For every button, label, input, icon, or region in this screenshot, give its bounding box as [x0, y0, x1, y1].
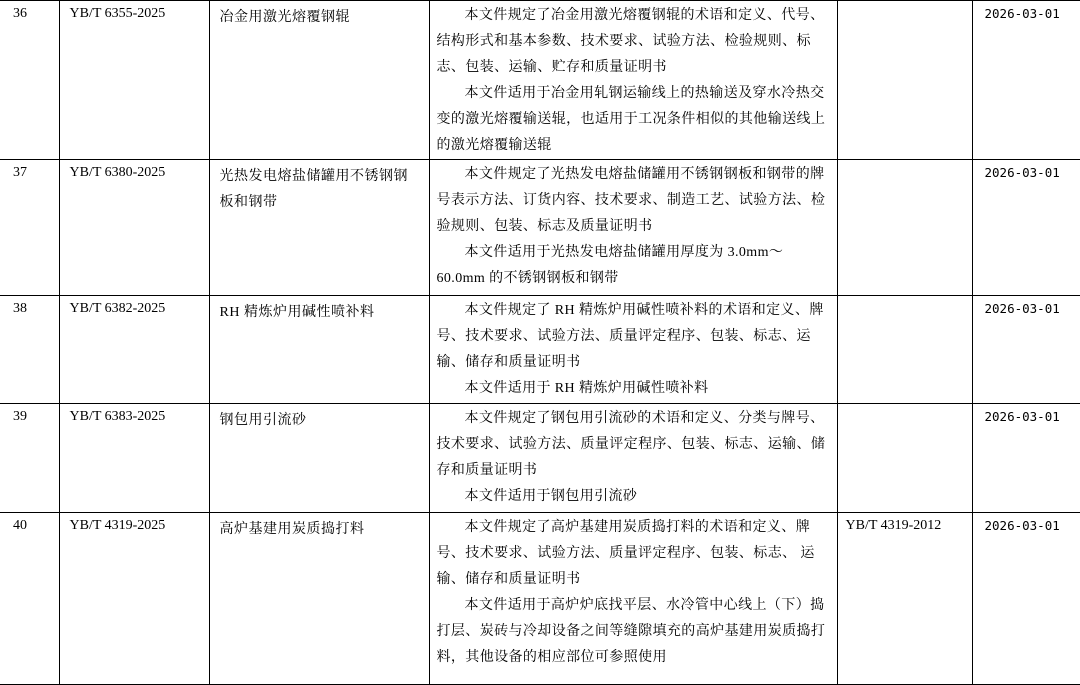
standard-code: YB/T 6382-2025 — [59, 296, 209, 404]
scope-paragraph: 本文件适用于钢包用引流砂 — [464, 489, 638, 504]
scope-paragraph: 本文件适用于冶金用轧钢运输线上的热输送及穿水冷热交变的激光熔覆输送辊，也适用于工况条件相似的其他输送线上的激光熔覆输送辊 — [436, 86, 826, 153]
row-number: 36 — [0, 1, 59, 160]
standard-name: 光热发电熔盐储罐用不锈钢钢板和钢带 — [209, 160, 429, 296]
scope-paragraph: 本文件规定了光热发电熔盐储罐用不锈钢钢板和钢带的牌号表示方法、订货内容、技术要求、制造工艺、试验方法、检验规则、包装、标志及质量证明书 — [436, 167, 826, 234]
standard-name: RH 精炼炉用碱性喷补料 — [209, 296, 429, 404]
effective-date: 2026-03-01 — [972, 513, 1080, 685]
row-number: 40 — [0, 513, 59, 685]
row-number: 39 — [0, 404, 59, 513]
scope-paragraph: 本文件规定了钢包用引流砂的术语和定义、分类与牌号、技术要求、试验方法、质量评定程序、包装、标志、运输、储存和质量证明书 — [436, 411, 826, 478]
table-row-37 — [0, 160, 1080, 296]
replaced-standard — [837, 160, 972, 296]
table-row-36 — [0, 1, 1080, 160]
standard-name: 高炉基建用炭质捣打料 — [209, 513, 429, 685]
standard-scope — [429, 160, 837, 296]
table-row-39 — [0, 404, 1080, 513]
scope-paragraph: 本文件规定了冶金用激光熔覆钢辊的术语和定义、代号、结构形式和基本参数、技术要求、试验方法、检验规则、标志、包装、运输、贮存和质量证明书 — [436, 8, 825, 75]
table-row-40 — [0, 513, 1080, 685]
table-row-38 — [0, 296, 1080, 404]
standard-code: YB/T 6383-2025 — [59, 404, 209, 513]
standard-name: 冶金用激光熔覆钢辊 — [209, 1, 429, 160]
standard-scope — [429, 404, 837, 513]
standard-scope — [429, 296, 837, 404]
standard-code: YB/T 6380-2025 — [59, 160, 209, 296]
replaced-standard — [837, 1, 972, 160]
standard-name: 钢包用引流砂 — [209, 404, 429, 513]
standard-scope — [429, 513, 837, 685]
effective-date: 2026-03-01 — [972, 160, 1080, 296]
standard-code: YB/T 6355-2025 — [59, 1, 209, 160]
standard-code: YB/T 4319-2025 — [59, 513, 209, 685]
effective-date: 2026-03-01 — [972, 404, 1080, 513]
scope-paragraph: 本文件规定了 RH 精炼炉用碱性喷补料的术语和定义、牌号、技术要求、试验方法、质量评定程序、包装、标志、运输、储存和质量证明书 — [436, 303, 824, 370]
scope-paragraph: 本文件适用于 RH 精炼炉用碱性喷补料 — [464, 381, 709, 396]
row-number: 38 — [0, 296, 59, 404]
replaced-standard — [837, 404, 972, 513]
scope-paragraph: 本文件规定了高炉基建用炭质捣打料的术语和定义、牌号、技术要求、试验方法、质量评定程序、包装、标志、 运输、储存和质量证明书 — [436, 520, 815, 587]
standard-scope — [429, 1, 837, 160]
replaced-standard: YB/T 4319-2012 — [837, 513, 972, 685]
row-number: 37 — [0, 160, 59, 296]
effective-date: 2026-03-01 — [972, 296, 1080, 404]
scope-paragraph: 本文件适用于光热发电熔盐储罐用厚度为 3.0mm～60.0mm 的不锈钢钢板和钢带 — [436, 245, 784, 286]
effective-date: 2026-03-01 — [972, 1, 1080, 160]
replaced-standard — [837, 296, 972, 404]
scope-paragraph: 本文件适用于高炉炉底找平层、水冷管中心线上（下）捣打层、炭砖与冷却设备之间等缝隙填充的高炉基建用炭质捣打料，其他设备的相应部位可参照使用 — [436, 598, 826, 665]
